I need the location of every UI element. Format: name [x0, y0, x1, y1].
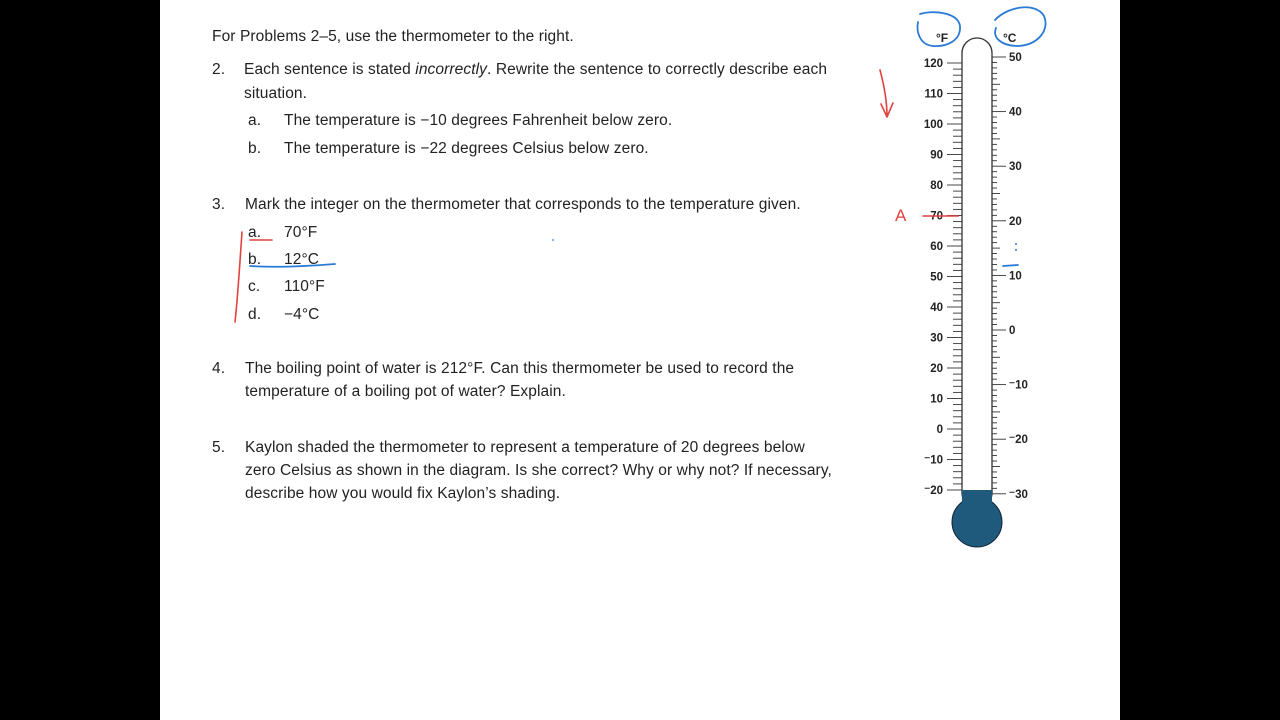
celsius-tick-label: ⁻20 [1009, 434, 1028, 447]
problem-3d-text: −4°C [284, 306, 320, 323]
problem-2b-letter: b. [248, 140, 262, 157]
problem-2-number: 2. [212, 61, 226, 78]
problem-3a-text: 70°F [284, 224, 318, 241]
thermometer-shaded-fill [962, 490, 992, 525]
problem-3c-text: 110°F [284, 278, 325, 295]
problem-2-line-2: situation. [244, 85, 308, 102]
celsius-tick-label: 20 [1009, 215, 1022, 228]
blue-ink-dot [1015, 249, 1017, 251]
celsius-tick-label: 10 [1009, 270, 1022, 283]
problem-3-number: 3. [212, 196, 226, 213]
fahrenheit-tick-label: 0 [936, 424, 943, 436]
fahrenheit-tick-label: 120 [923, 58, 943, 70]
problem-5-number: 5. [212, 439, 226, 456]
problem-4-number: 4. [212, 360, 226, 377]
problem-2a-text: The temperature is −10 degrees Fahrenheit below zero. [284, 112, 673, 129]
celsius-tick-label: ⁻10 [1009, 379, 1028, 392]
celsius-tick-label: ⁻30 [1009, 488, 1028, 501]
intro-text: For Problems 2–5, use the thermometer to the right. [212, 28, 574, 45]
thermometer [160, 0, 1120, 720]
celsius-tick-label: 0 [1009, 325, 1016, 337]
celsius-tick-label: 30 [1009, 161, 1022, 174]
problem-2a-letter: a. [248, 112, 262, 129]
problem-3d-letter: d. [248, 306, 262, 323]
fahrenheit-tick-label: 40 [930, 302, 943, 314]
blue-ink-dot [552, 239, 554, 241]
celsius-tick-label: 40 [1009, 106, 1022, 119]
celsius-ticks [992, 57, 1006, 494]
fahrenheit-tick-label: 60 [930, 241, 943, 253]
fahrenheit-tick-label: 110 [924, 88, 943, 101]
fahrenheit-tick-label: 20 [930, 363, 943, 375]
problem-5-line-1: Kaylon shaded the thermometer to represent a temperature of 20 degrees below [245, 439, 805, 456]
fahrenheit-tick-label: 100 [923, 119, 943, 131]
fahrenheit-labels [924, 58, 943, 497]
fahrenheit-tick-label: 80 [930, 180, 943, 192]
red-ink-mark-a: A [895, 206, 907, 225]
worksheet-page [160, 0, 1120, 720]
celsius-tick-label: 50 [1009, 52, 1022, 64]
fahrenheit-tick-label: ⁻10 [924, 454, 943, 467]
celsius-labels [1009, 52, 1028, 501]
fahrenheit-tick-label: 30 [930, 332, 943, 345]
fahrenheit-header: °F [936, 31, 949, 45]
fahrenheit-tick-label: 50 [930, 271, 943, 284]
problem-3c-letter: c. [248, 278, 261, 295]
thermometer-tube [962, 38, 992, 508]
problem-4-line-2: temperature of a boiling pot of water? Explain. [245, 383, 566, 400]
problem-3b-text: 12°C [284, 251, 320, 268]
problem-3-text: Mark the integer on the thermometer that corresponds to the temperature given. [245, 196, 801, 213]
problem-3b-letter: b. [248, 251, 262, 268]
problem-5-line-2: zero Celsius as shown in the diagram. Is she correct? Why or why not? If necessary, [245, 462, 832, 479]
fahrenheit-tick-label: ⁻20 [924, 485, 943, 497]
fahrenheit-tick-label: 70 [930, 210, 943, 223]
fahrenheit-tick-label: 10 [930, 393, 943, 406]
blue-ink-dot [1015, 243, 1017, 245]
celsius-header: °C [1003, 31, 1017, 45]
blue-mark-12c [1003, 265, 1018, 266]
problem-4-line-1: The boiling point of water is 212°F. Can this thermometer be used to record the [245, 360, 795, 377]
problem-3a-letter: a. [248, 224, 262, 241]
problem-5-line-3: describe how you would fix Kaylon’s shading. [245, 485, 561, 502]
problem-2b-text: The temperature is −22 degrees Celsius below zero. [284, 140, 649, 157]
fahrenheit-tick-label: 90 [930, 149, 943, 162]
fahrenheit-ticks [947, 63, 962, 490]
problem-2-line-1: Each sentence is stated incorrectly. Rewrite the sentence to correctly describe each [244, 61, 828, 78]
